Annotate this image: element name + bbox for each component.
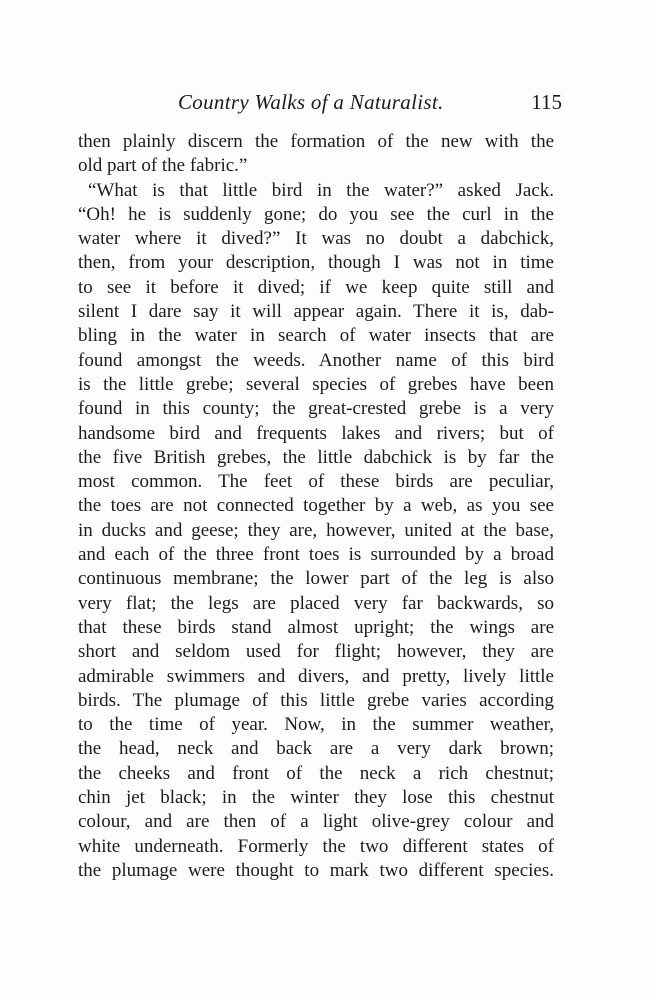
text-line: to see it before it dived; if we keep quite still and bbox=[78, 276, 554, 298]
text-line: then plainly discern the formation of the new with the bbox=[78, 131, 554, 152]
text-line: “What is that little bird in the water?” asked Jack. bbox=[88, 179, 554, 201]
text-line: the plumage were thought to mark two different species. bbox=[78, 859, 554, 881]
text-line: admirable swimmers and divers, and pretty, lively little bbox=[78, 665, 554, 687]
text-line: the five British grebes, the little dabchick is by far the bbox=[78, 446, 554, 468]
text-line: white underneath. Formerly the two different states of bbox=[78, 835, 554, 857]
text-line: colour, and are then of a light olive-grey colour and bbox=[78, 811, 554, 833]
text-line: birds. The plumage of this little grebe varies according bbox=[78, 689, 554, 711]
text-line: in ducks and geese; they are, however, united at the base, bbox=[78, 519, 554, 541]
text-line: silent I dare say it will appear again. There it is, dab- bbox=[78, 301, 554, 323]
text-line: that these birds stand almost upright; the wings are bbox=[78, 616, 554, 638]
text-line: the toes are not connected together by a web, as you see bbox=[78, 495, 554, 517]
text-line: to the time of year. Now, in the summer weather, bbox=[78, 714, 554, 736]
text-line: then, from your description, though I was not in time bbox=[78, 252, 554, 274]
text-line: most common. The feet of these birds are peculiar, bbox=[78, 471, 554, 493]
text-line: is the little grebe; several species of grebes have been bbox=[78, 373, 554, 395]
text-line: found in this county; the great-crested grebe is a very bbox=[78, 398, 554, 420]
text-line: “Oh! he is suddenly gone; do you see the curl in the bbox=[78, 203, 554, 225]
text-line: and each of the three front toes is surrounded by a broad bbox=[78, 544, 554, 566]
text-line: the head, neck and back are a very dark brown; bbox=[78, 738, 554, 760]
text-line: water where it dived?” It was no doubt a dabchick, bbox=[78, 228, 554, 250]
text-line: short and seldom used for flight; however, they are bbox=[78, 641, 554, 663]
text-line: bling in the water in search of water insects that are bbox=[78, 325, 554, 347]
text-line: old part of the fabric.” bbox=[78, 155, 248, 177]
text-line: found amongst the weeds. Another name of this bird bbox=[78, 349, 554, 371]
running-title: Country Walks of a Naturalist. bbox=[178, 90, 444, 114]
page-number: 115 bbox=[531, 90, 562, 114]
body-text bbox=[78, 130, 554, 883]
text-line: continuous membrane; the lower part of the leg is also bbox=[78, 568, 554, 590]
page-header bbox=[78, 90, 572, 120]
text-line: chin jet black; in the winter they lose this chestnut bbox=[78, 787, 554, 809]
text-line: handsome bird and frequents lakes and rivers; but of bbox=[78, 422, 554, 444]
text-line: very flat; the legs are placed very far backwards, so bbox=[78, 592, 554, 614]
text-line: the cheeks and front of the neck a rich chestnut; bbox=[78, 762, 554, 784]
